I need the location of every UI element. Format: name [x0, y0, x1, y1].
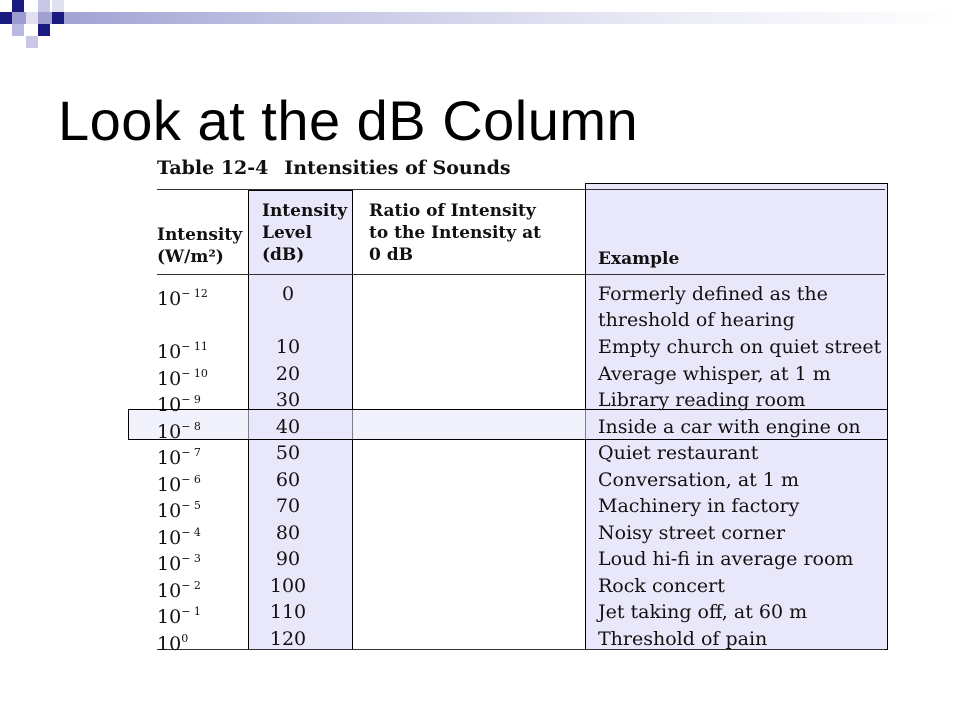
db-level-cell: 70: [275, 495, 301, 517]
header-ratio: [369, 200, 541, 266]
table-caption: [157, 157, 511, 179]
header-intensity-line1: Intensity: [157, 225, 243, 245]
header-gradient-bar: [0, 12, 960, 24]
example-cell: [598, 440, 758, 466]
intensity-exponent: − 5: [181, 499, 201, 512]
example-cell: [598, 361, 831, 387]
intensity-exponent: − 11: [181, 340, 208, 353]
intensity-base: 10: [157, 367, 182, 390]
db-level-cell: 80: [275, 521, 301, 544]
db-level-cell: 30: [275, 389, 301, 411]
example-cell: [598, 414, 861, 440]
intensity-base: 10: [157, 394, 182, 416]
intensity-exponent: − 2: [181, 578, 201, 592]
db-level-cell: 100: [269, 574, 307, 597]
intensity-base: 10: [157, 447, 182, 469]
example-line: Threshold of pain: [598, 627, 768, 650]
example-cell: [598, 493, 799, 519]
example-cell: [598, 467, 799, 493]
intensity-base: 10: [157, 526, 182, 549]
intensity-exponent: − 8: [181, 419, 201, 433]
intensity-exponent: − 10: [181, 366, 208, 380]
deco-square: [52, 0, 64, 12]
intensity-exponent: − 4: [181, 525, 201, 539]
header-ratio-line3: 0 dB: [369, 245, 414, 265]
db-level-cell: 90: [275, 548, 301, 570]
example-cell: [598, 599, 807, 625]
deco-square: [38, 0, 50, 12]
intensity-exponent: − 6: [181, 472, 201, 486]
example-line: Formerly defined as the: [598, 283, 828, 305]
intensity-cell: [157, 281, 208, 312]
intensity-base: 10: [157, 606, 182, 628]
db-level-cell: 20: [275, 362, 301, 385]
deco-square: [12, 0, 24, 12]
example-line: Rock concert: [598, 574, 725, 597]
example-line: Machinery in factory: [598, 495, 800, 517]
example-line: Jet taking off, at 60 m: [598, 601, 808, 623]
intensity-exponent: − 1: [181, 605, 201, 618]
header-level-line2: Level: [262, 223, 312, 243]
header-level-line3: (dB): [262, 245, 305, 265]
intensity-base: 10: [157, 420, 182, 443]
intensity-base: 10: [157, 553, 182, 575]
table-top-rule: [157, 189, 885, 190]
slide-header-decoration: [0, 0, 960, 60]
example-line: threshold of hearing: [598, 309, 795, 331]
slide-title: Look at the dB Column: [58, 89, 639, 152]
example-line: Quiet restaurant: [598, 442, 759, 464]
example-line: Average whisper, at 1 m: [598, 362, 831, 385]
example-cell: [598, 546, 853, 572]
table-caption-number: Table 12-4: [157, 157, 269, 179]
example-line: Loud hi-fi in average room: [598, 548, 854, 570]
intensity-exponent: − 12: [181, 287, 208, 300]
intensity-base: 10: [157, 473, 182, 496]
deco-square: [26, 12, 38, 24]
example-cell: [598, 281, 828, 333]
header-ratio-line2: to the Intensity at: [369, 223, 541, 243]
intensity-exponent: − 7: [181, 446, 201, 459]
header-intensity-line2: (W/m²): [157, 247, 224, 267]
db-level-cell: 10: [275, 336, 301, 358]
example-line: Empty church on quiet street: [598, 336, 882, 358]
example-line: Library reading room: [598, 389, 806, 411]
deco-square: [12, 24, 24, 36]
intensity-exponent: − 9: [181, 393, 201, 406]
deco-square: [52, 12, 64, 24]
header-ratio-line1: Ratio of Intensity: [369, 201, 536, 221]
db-level-cell: 40: [275, 415, 301, 438]
deco-square: [38, 24, 50, 36]
header-level-line1: Intensity: [262, 201, 348, 221]
example-line: Conversation, at 1 m: [598, 468, 799, 491]
example-line: Inside a car with engine on: [598, 415, 861, 438]
deco-square: [26, 36, 38, 48]
db-level-cell: 120: [269, 627, 307, 650]
db-level-cell: 50: [275, 442, 301, 464]
example-cell: [598, 334, 881, 360]
example-cell: [598, 626, 767, 652]
intensity-base: 10: [157, 579, 182, 602]
intensity-base: 10: [157, 288, 182, 310]
table-caption-title: Intensities of Sounds: [284, 157, 511, 179]
header-example: Example: [598, 249, 680, 269]
intensity-base: 10: [157, 341, 182, 363]
deco-square: [0, 12, 12, 24]
example-line: Noisy street corner: [598, 521, 786, 544]
intensity-cell: [157, 626, 188, 657]
table-header-rule: [157, 274, 885, 275]
intensity-base: 10: [157, 500, 182, 522]
db-level-cell: 110: [269, 601, 307, 623]
intensity-exponent: 0: [181, 631, 189, 645]
header-level: [262, 200, 347, 266]
header-intensity: [157, 224, 242, 268]
example-cell: [598, 387, 805, 413]
example-cell: [598, 573, 725, 599]
intensity-exponent: − 3: [181, 552, 201, 565]
intensity-base: 10: [157, 632, 182, 655]
db-level-cell: 0: [281, 283, 295, 305]
example-cell: [598, 520, 785, 546]
db-level-cell: 60: [275, 468, 301, 491]
